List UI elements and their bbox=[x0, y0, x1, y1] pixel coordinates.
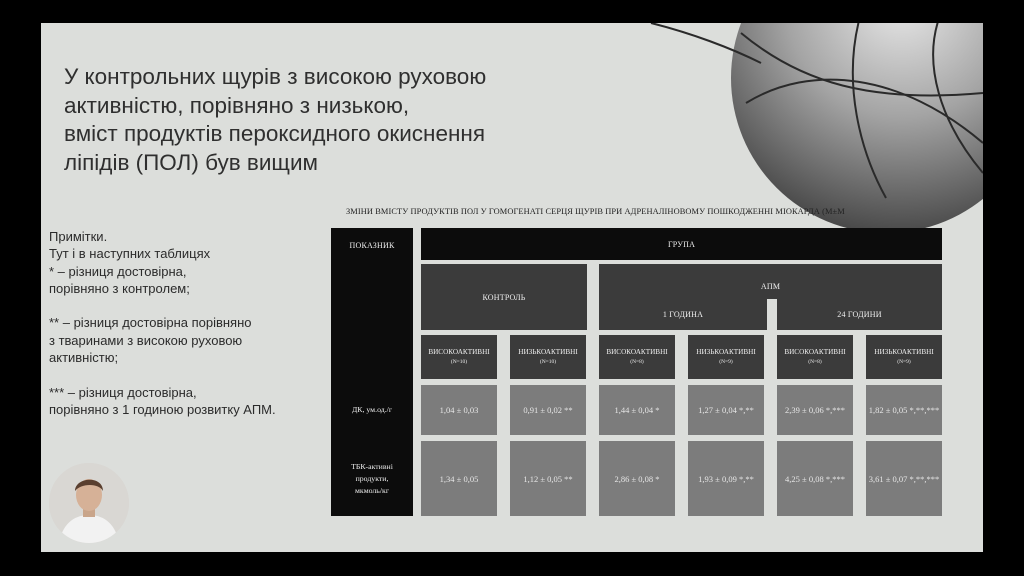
indicator-header: ПОКАЗНИК bbox=[331, 228, 413, 516]
note-line bbox=[49, 366, 329, 383]
subheader-cell bbox=[510, 335, 586, 379]
subheader-n: (N=10) bbox=[450, 359, 468, 365]
row-label-line: мкмоль/кг bbox=[354, 485, 390, 495]
note-line: з тваринами з високою руховою bbox=[49, 332, 243, 348]
row-label-line: продукти, bbox=[355, 473, 389, 483]
subheader-label: ВИСОКОАКТИВНІ bbox=[784, 348, 846, 356]
title-line: активністю, порівняно з низькою, bbox=[64, 92, 410, 118]
note-line: * – різниця достовірна, bbox=[49, 263, 187, 279]
subheader-n: (N=9) bbox=[897, 359, 911, 365]
one-hour-header: 1 ГОДИНА bbox=[599, 299, 767, 330]
notes-block bbox=[49, 228, 329, 418]
note-line: порівняно з контролем; bbox=[49, 280, 190, 296]
subheader-n: (N=10) bbox=[539, 359, 557, 365]
row-label-line: ДК, ум.од./г bbox=[351, 405, 393, 414]
subheader-label: ВИСОКОАКТИВНІ bbox=[428, 348, 490, 356]
value-cell: 1,04 ± 0,03 bbox=[421, 385, 497, 435]
value-cell: 1,44 ± 0,04 * bbox=[599, 385, 675, 435]
subheader-n: (N=8) bbox=[630, 359, 644, 365]
value-cell: 4,25 ± 0,08 *,*** bbox=[777, 441, 853, 516]
note-line: *** – різниця достовірна, bbox=[49, 384, 197, 400]
subheader-cell bbox=[866, 335, 942, 379]
note-line: порівняно з 1 годиною розвитку АПМ. bbox=[49, 401, 276, 417]
value-cell: 1,93 ± 0,09 *,** bbox=[688, 441, 764, 516]
note-line bbox=[49, 297, 329, 314]
subheader-label: НИЗЬКОАКТИВНІ bbox=[696, 348, 756, 356]
value-cell: 1,27 ± 0,04 *,** bbox=[688, 385, 764, 435]
apm-header: АПМ bbox=[599, 264, 942, 299]
subheader-cell bbox=[599, 335, 675, 379]
row-label-dk bbox=[331, 385, 413, 435]
control-header: КОНТРОЛЬ bbox=[421, 264, 587, 330]
value-cell: 1,12 ± 0,05 ** bbox=[510, 441, 586, 516]
person-icon bbox=[49, 463, 129, 543]
title-line: У контрольних щурів з високою руховою bbox=[64, 64, 487, 89]
note-line: активністю; bbox=[49, 350, 119, 366]
group-header: ГРУПА bbox=[421, 228, 942, 260]
twentyfour-hour-header: 24 ГОДИНИ bbox=[777, 299, 942, 330]
row-label-tbk bbox=[331, 441, 413, 516]
note-line: ** – різниця достовірна порівняно bbox=[49, 315, 252, 331]
subheader-cell bbox=[777, 335, 853, 379]
value-cell: 2,86 ± 0,08 * bbox=[599, 441, 675, 516]
value-cell: 0,91 ± 0,02 ** bbox=[510, 385, 586, 435]
value-cell: 2,39 ± 0,06 *,*** bbox=[777, 385, 853, 435]
note-line: Примітки. bbox=[49, 229, 108, 244]
value-cell: 3,61 ± 0,07 *,**,*** bbox=[866, 441, 942, 516]
table-caption: ЗМІНИ ВМІСТУ ПРОДУКТІВ ПОЛ У ГОМОГЕНАТІ СЕРЦЯ ЩУРІВ ПРИ АДРЕНАЛІНОВОМУ ПОШКОДЖЕННІ МІОКАРДА (M±M bbox=[346, 207, 845, 216]
subheader-label: НИЗЬКОАКТИВНІ bbox=[874, 348, 934, 356]
subheader-label: НИЗЬКОАКТИВНІ bbox=[518, 348, 578, 356]
slide-title bbox=[64, 63, 584, 177]
row-label-line: ТБК-активні bbox=[351, 461, 393, 471]
title-line: ліпідів (ПОЛ) був вищим bbox=[64, 149, 318, 175]
subheader-n: (N=9) bbox=[719, 359, 733, 365]
title-line: вміст продуктів пероксидного окиснення bbox=[64, 121, 486, 146]
note-line: Тут і в наступних таблицях bbox=[49, 246, 211, 262]
presentation-slide bbox=[41, 23, 983, 552]
subheader-cell bbox=[421, 335, 497, 379]
subheader-label: ВИСОКОАКТИВНІ bbox=[606, 348, 668, 356]
subheader-cell bbox=[688, 335, 764, 379]
subheader-n: (N=8) bbox=[808, 359, 822, 365]
value-cell: 1,34 ± 0,05 bbox=[421, 441, 497, 516]
value-cell: 1,82 ± 0,05 *,**,*** bbox=[866, 385, 942, 435]
webcam-video bbox=[49, 463, 129, 543]
